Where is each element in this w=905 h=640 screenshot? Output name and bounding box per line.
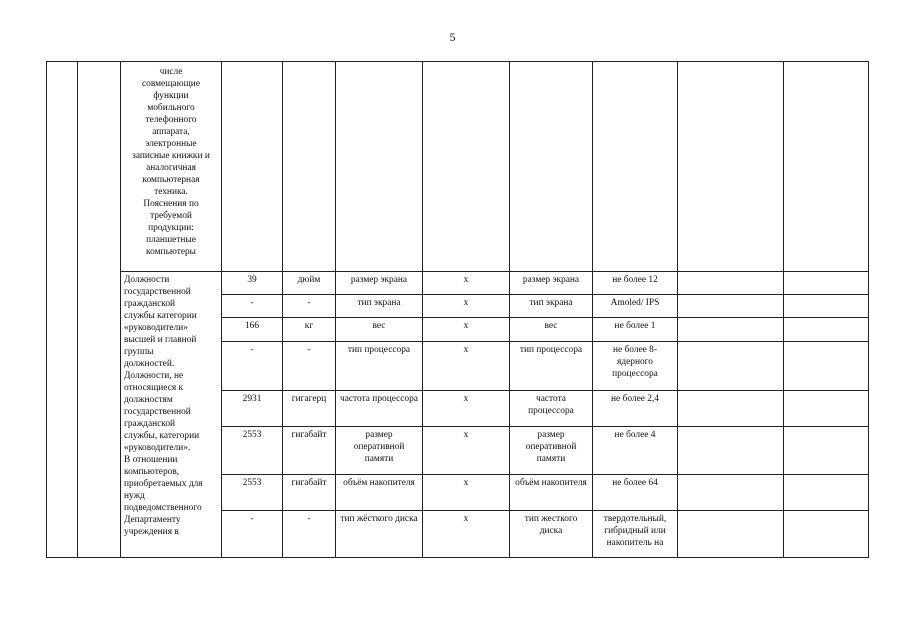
table-cell [678, 427, 784, 475]
table-cell [336, 62, 423, 272]
unit-cell: - [283, 295, 336, 318]
text-line: аппарата, [152, 127, 190, 137]
text-line: техника. [154, 187, 188, 197]
characteristic-cell: размер оперативной памяти [336, 427, 423, 475]
value-cell: x [423, 318, 510, 342]
text-line: планшетные [146, 235, 196, 245]
text-line: записные книжки и [132, 151, 210, 161]
value-cell: x [423, 272, 510, 295]
value-cell: x [423, 342, 510, 391]
table-cell [423, 62, 510, 272]
page-number: 5 [449, 30, 456, 44]
text-line: компьютеры [146, 247, 196, 257]
text-line: группы [124, 347, 154, 357]
table-cell [784, 62, 869, 272]
table-cell [784, 391, 869, 427]
characteristic-cell: тип процессора [510, 342, 593, 391]
text-line: телефонного [145, 115, 197, 125]
text-line: Должности, не [124, 371, 184, 381]
table-cell [784, 427, 869, 475]
value-cell: x [423, 295, 510, 318]
unit-cell: дюйм [283, 272, 336, 295]
text-line: Департаменту [124, 515, 181, 525]
code-cell: - [222, 295, 283, 318]
limit-cell: не более 12 [593, 272, 678, 295]
text-line: мобильного [147, 103, 195, 113]
text-line: продукции: [148, 223, 194, 233]
limit-cell: не более 8-ядерного процессора [593, 342, 678, 391]
code-cell: 2931 [222, 391, 283, 427]
code-cell: 166 [222, 318, 283, 342]
table-cell [678, 475, 784, 511]
unit-cell: гигагерц [283, 391, 336, 427]
table-row [47, 62, 869, 272]
text-line: компьютерная [142, 175, 200, 185]
table-cell [678, 511, 784, 558]
characteristic-cell: вес [336, 318, 423, 342]
text-line: совмещающие [142, 79, 200, 89]
table-cell [78, 62, 121, 558]
text-line: высшей и главной [124, 335, 197, 345]
text-line: функции [153, 91, 189, 101]
limit-cell: не более 4 [593, 427, 678, 475]
table-cell [510, 62, 593, 272]
value-cell: x [423, 391, 510, 427]
table-cell [678, 295, 784, 318]
text-line: гражданской [124, 299, 176, 309]
specification-table [46, 61, 869, 558]
text-line: должностям [124, 395, 173, 405]
text-line: службы категории [124, 311, 197, 321]
text-line: компьютеров, [124, 467, 180, 477]
characteristic-cell: вес [510, 318, 593, 342]
text-line: числе [159, 67, 183, 77]
text-line: относящиеся к [124, 383, 184, 393]
unit-cell: гигабайт [283, 427, 336, 475]
limit-cell: Amoled/ IPS [593, 295, 678, 318]
characteristic-cell: объём накопителя [510, 475, 593, 511]
text-line: «руководители» [124, 323, 188, 333]
text-line: аналогичная [146, 163, 196, 173]
characteristic-cell: тип экрана [336, 295, 423, 318]
product-description-cell [121, 62, 222, 272]
characteristic-cell: частота процессора [336, 391, 423, 427]
characteristic-cell: тип жёсткого диска [336, 511, 423, 558]
table-cell [784, 272, 869, 295]
characteristic-cell: тип жесткого диска [510, 511, 593, 558]
text-line: службы, категории [124, 431, 200, 441]
text-line: приобретаемых для [124, 479, 203, 489]
table-cell [678, 62, 784, 272]
text-line: подведомственного [124, 503, 202, 513]
text-line: государственной [124, 287, 191, 297]
table-cell [784, 511, 869, 558]
table-cell [784, 318, 869, 342]
text-line: электронные [145, 139, 197, 149]
table-cell [678, 272, 784, 295]
unit-cell: - [283, 342, 336, 391]
limit-cell: не более 64 [593, 475, 678, 511]
table-cell [678, 342, 784, 391]
value-cell: x [423, 427, 510, 475]
characteristic-cell: размер экрана [336, 272, 423, 295]
text-line: требуемой [150, 211, 192, 221]
text-line: должностей. [124, 359, 175, 369]
code-cell: 2553 [222, 475, 283, 511]
characteristic-cell: объём накопителя [336, 475, 423, 511]
limit-cell: не более 2,4 [593, 391, 678, 427]
value-cell: x [423, 511, 510, 558]
limit-cell: не более 1 [593, 318, 678, 342]
code-cell: 2553 [222, 427, 283, 475]
characteristic-cell: частота процессора [510, 391, 593, 427]
table-cell [678, 391, 784, 427]
text-line: «руководители». [124, 443, 191, 453]
characteristic-cell: размер оперативной памяти [510, 427, 593, 475]
table-cell [283, 62, 336, 272]
text-line: гражданской [124, 419, 176, 429]
characteristic-cell: тип экрана [510, 295, 593, 318]
unit-cell: - [283, 511, 336, 558]
table-cell [47, 62, 78, 558]
position-description-cell [121, 272, 222, 558]
code-cell: - [222, 511, 283, 558]
characteristic-cell: тип процессора [336, 342, 423, 391]
characteristic-cell: размер экрана [510, 272, 593, 295]
text-line: государственной [124, 407, 191, 417]
value-cell: x [423, 475, 510, 511]
table-cell [784, 342, 869, 391]
table-cell [784, 295, 869, 318]
text-line: Пояснения по [143, 199, 199, 209]
text-line: учреждения в [124, 527, 179, 537]
table-row [47, 272, 869, 295]
table-cell [593, 62, 678, 272]
code-cell: - [222, 342, 283, 391]
text-line: Должности [124, 275, 170, 285]
limit-cell: твердотельный, гибридный или накопитель на [593, 511, 678, 558]
code-cell: 39 [222, 272, 283, 295]
text-line: нужд [124, 491, 145, 501]
table-cell [784, 475, 869, 511]
table-cell [222, 62, 283, 272]
text-line: В отношении [124, 455, 178, 465]
table-cell [678, 318, 784, 342]
unit-cell: гигабайт [283, 475, 336, 511]
unit-cell: кг [283, 318, 336, 342]
